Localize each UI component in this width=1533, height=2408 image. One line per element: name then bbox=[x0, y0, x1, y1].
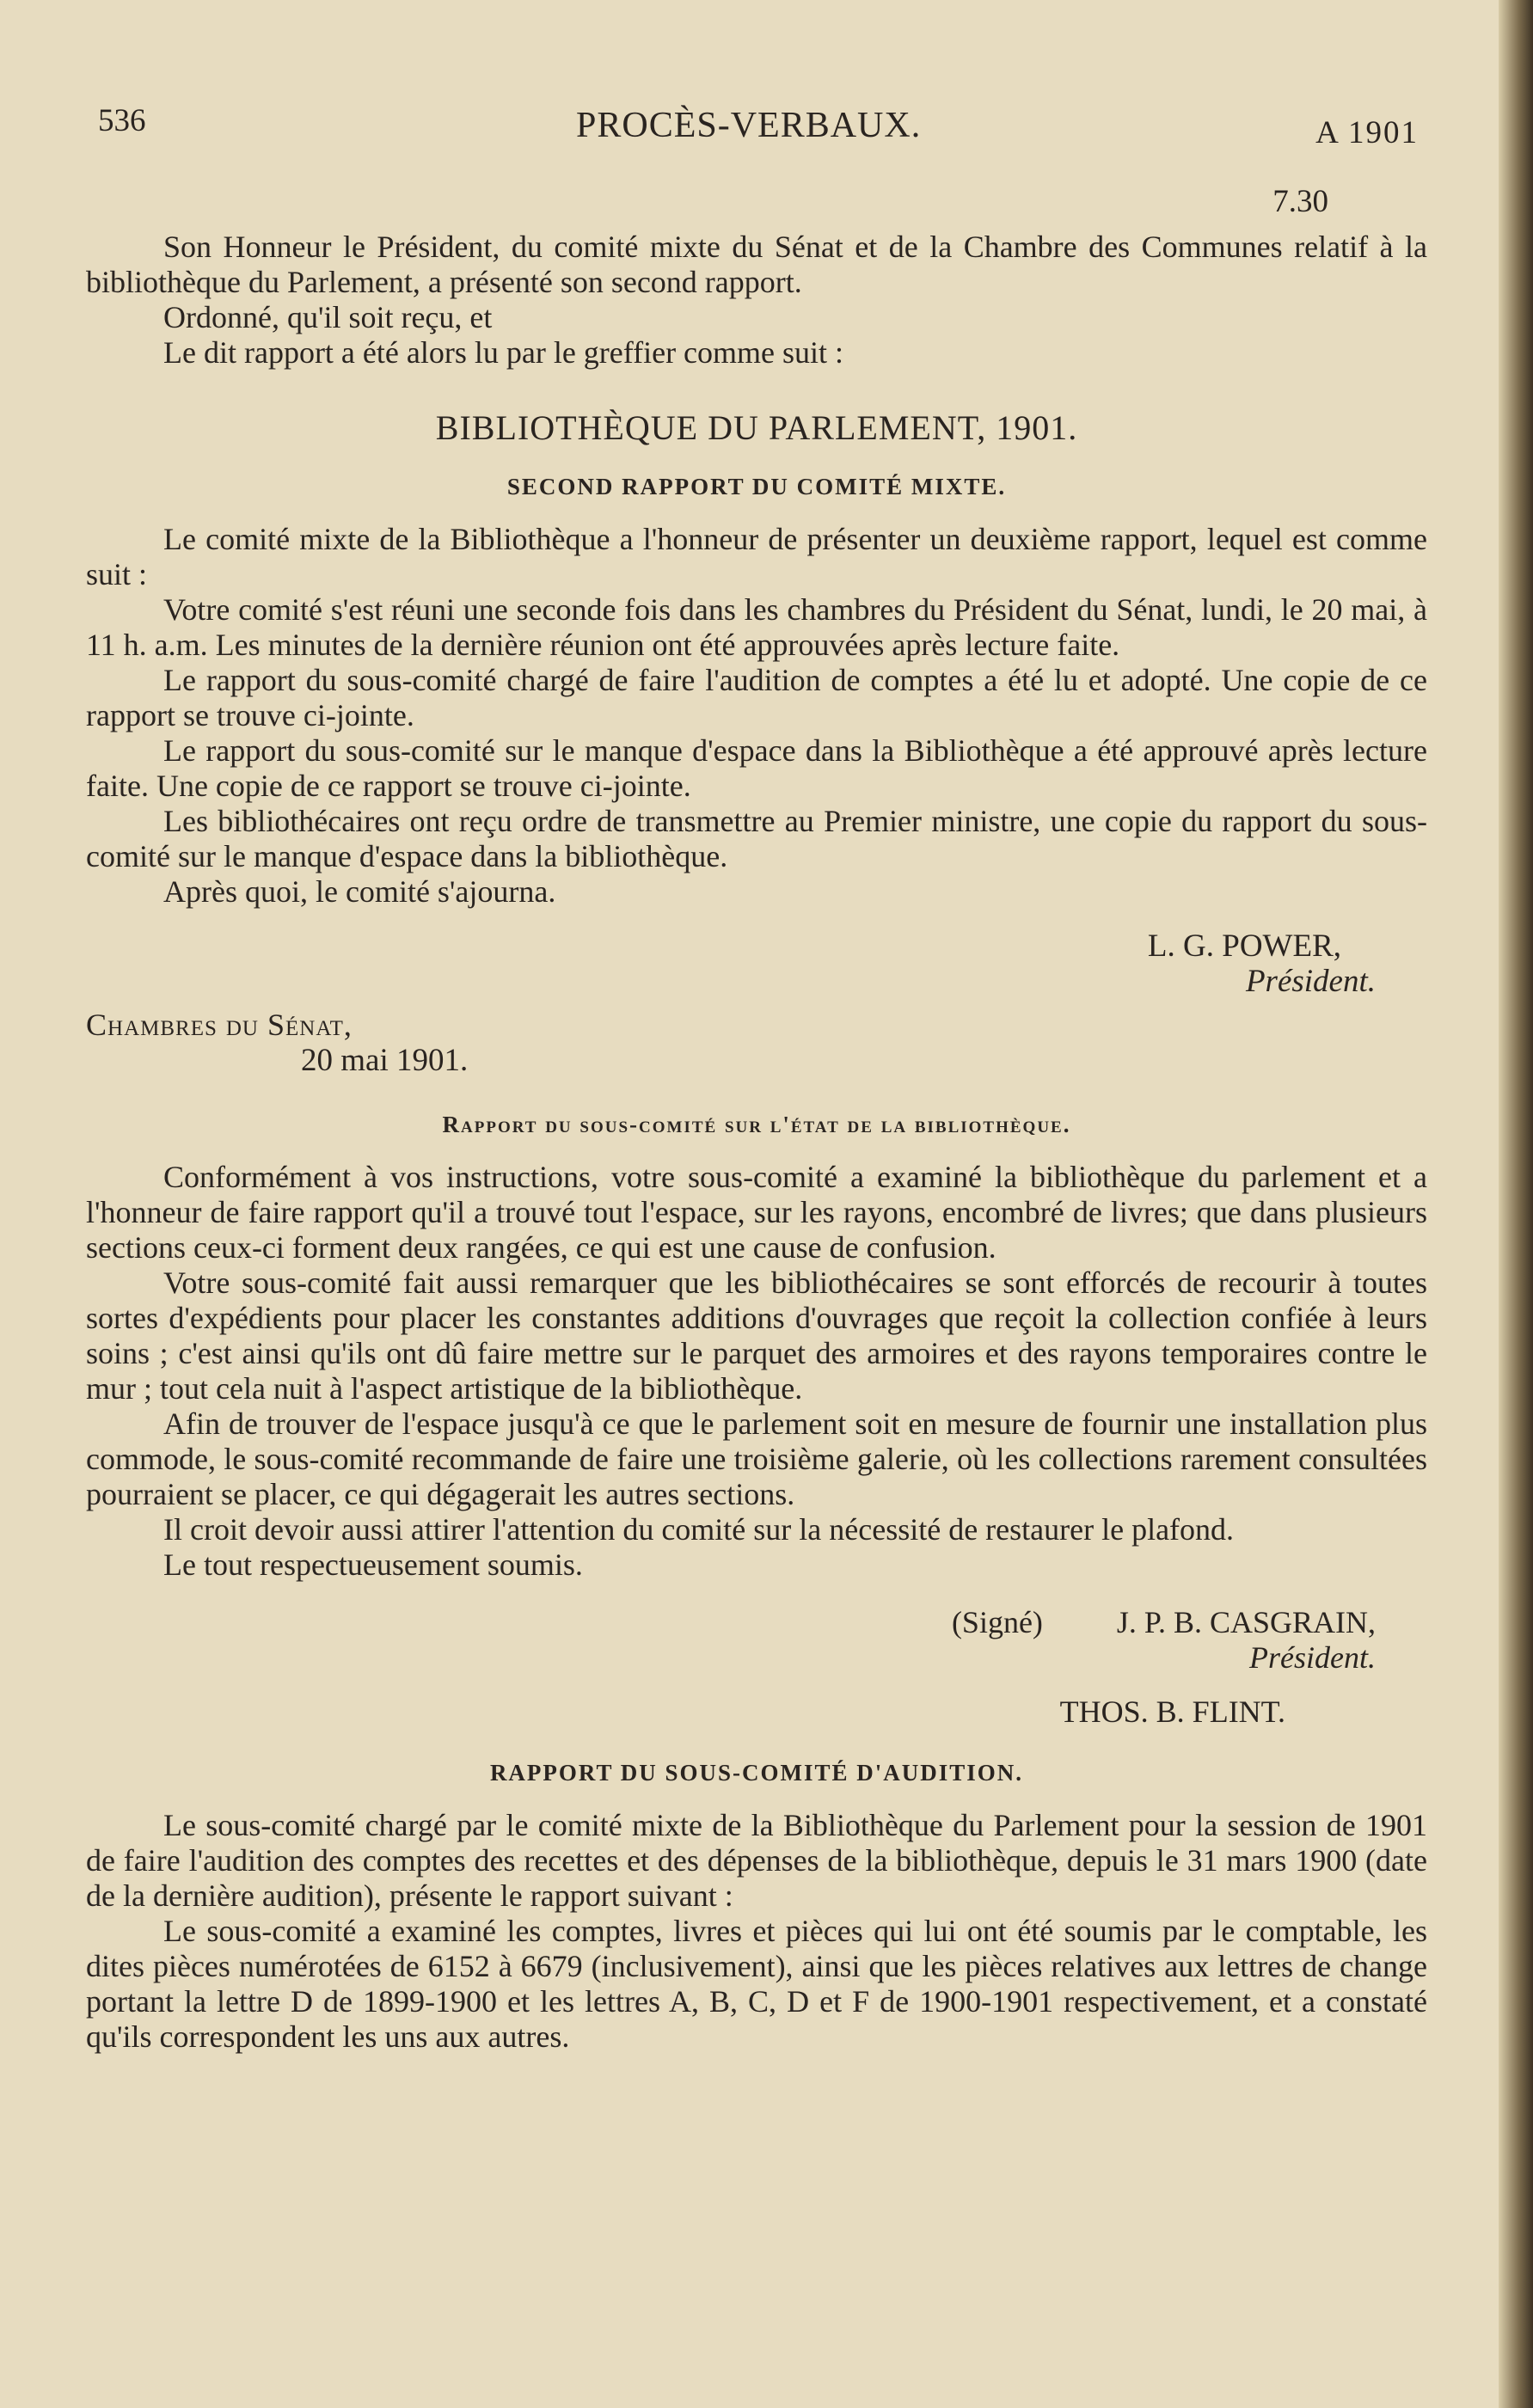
signer-name: L. G. POWER, bbox=[1147, 928, 1341, 964]
page-header bbox=[86, 86, 1427, 150]
report-paragraph: Le rapport du sous-comité chargé de faire l'audition de comptes a été lu et adopté. Une copie de ce rapport se trouve ci-jointe. bbox=[86, 663, 1427, 732]
report-paragraph: Les bibliothécaires ont reçu ordre de transmettre au Premier ministre, une copie du rapport du sous-comité sur le manque d'espace dans la bibliothèque. bbox=[86, 804, 1427, 873]
report-library-committee bbox=[86, 410, 1427, 1078]
report-paragraph: Le rapport du sous-comité sur le manque d'espace dans la Bibliothèque a été approuvé après lecture faite. Une copie de ce rapport se trouve ci-jointe. bbox=[86, 733, 1427, 803]
report-paragraph: Après quoi, le comité s'ajourna. bbox=[163, 874, 556, 909]
place-name: Chambres du Sénat, bbox=[86, 1008, 353, 1042]
report-paragraph: Le sous-comité chargé par le comité mixte de la Bibliothèque du Parlement pour la session de 1901 de faire l'audition des comptes des recettes et des dépenses de la bibliothèque, depuis le 31 mars 1900 (date de la dernière audition), présente le rapport suivant : bbox=[86, 1808, 1427, 1913]
signer-role: Président. bbox=[1249, 1640, 1376, 1675]
report-paragraph: Le comité mixte de la Bibliothèque a l'honneur de présenter un deuxième rapport, lequel est comme suit : bbox=[86, 522, 1427, 591]
signed-label: (Signé) bbox=[951, 1605, 1043, 1639]
running-title: PROCÈS-VERBAUX. bbox=[576, 106, 922, 145]
intro-paragraph: Ordonné, qu'il soit reçu, et bbox=[163, 300, 493, 334]
intro-paragraph: Son Honneur le Président, du comité mixte du Sénat et de la Chambre des Communes relatif à la bibliothèque du Parlement, a présenté son second rapport. bbox=[86, 230, 1427, 299]
page-number: 536 bbox=[98, 103, 146, 138]
report-subtitle: SECOND RAPPORT DU COMITÉ MIXTE. bbox=[506, 474, 1007, 499]
report-library-state bbox=[86, 1107, 1427, 1730]
intro-section bbox=[86, 230, 1427, 371]
page-binding-edge bbox=[1499, 0, 1533, 2408]
report-paragraph: Il croit devoir aussi attirer l'attention du comité sur la nécessité de restaurer le plafond. bbox=[163, 1512, 1235, 1547]
signature-row bbox=[86, 1605, 1427, 1640]
intro-paragraph: Le dit rapport a été alors lu par le greffier comme suit : bbox=[163, 335, 844, 370]
signer-role: Président. bbox=[1245, 964, 1376, 999]
report-paragraph: Conformément à vos instructions, votre sous-comité a examiné la bibliothèque du parlement et a l'honneur de faire rapport qu'il a trouvé tout l'espace, sur les rayons, encombré de livres; que dans plusieurs sections ceux-ci forment deux rangées, ce qui est une cause de confusion. bbox=[86, 1160, 1427, 1265]
second-signer-name: THOS. B. FLINT. bbox=[1059, 1694, 1285, 1729]
report-audit bbox=[86, 1755, 1427, 2055]
report-subtitle: RAPPORT DU SOUS-COMITÉ D'AUDITION. bbox=[489, 1760, 1024, 1786]
report-date: 20 mai 1901. bbox=[301, 1043, 469, 1078]
report-paragraph: Le sous-comité a examiné les comptes, livres et pièces qui lui ont été soumis par le comptable, les dites pièces numérotées de 6152 à 6679 (inclusivement), ainsi que les pièces relatives aux lettres de change portant la lettre D de 1899-1900 et les lettres A, B, C, D et F de 1900-1901 respectivement, et a constaté qu'ils correspondent les uns aux autres. bbox=[86, 1914, 1427, 2054]
report-title: BIBLIOTHÈQUE DU PARLEMENT, 1901. bbox=[435, 408, 1078, 447]
place-date bbox=[86, 1008, 1427, 1078]
signer-name: J. P. B. CASGRAIN, bbox=[1116, 1605, 1376, 1639]
report-paragraph: Afin de trouver de l'espace jusqu'à ce que le parlement soit en mesure de fournir une installation plus commode, le sous-comité recommande de faire une troisième galerie, où les collections rarement consultées pourraient se placer, ce qui dégagerait les autres sections. bbox=[86, 1406, 1427, 1511]
document-page bbox=[86, 86, 1427, 2364]
report-paragraph: Votre comité s'est réuni une seconde fois dans les chambres du Président du Sénat, lundi, le 20 mai, à 11 h. a.m. Les minutes de la dernière réunion ont été approuvées après lecture faite. bbox=[86, 592, 1427, 662]
report-paragraph: Votre sous-comité fait aussi remarquer que les bibliothécaires se sont efforcés de recourir à toutes sortes d'expédients pour placer les constantes additions d'ouvrages que reçoit la collection confiée à leurs soins ; c'est ainsi qu'ils ont dû faire mettre sur le parquet des armoires et des rayons temporaires contre le mur ; tout cela nuit à l'aspect artistique de la bibliothèque. bbox=[86, 1265, 1427, 1406]
year-tag: A 1901 bbox=[1315, 115, 1419, 150]
time-mark: 7.30 bbox=[1272, 184, 1328, 219]
report-subtitle: Rapport du sous-comité sur l'état de la bibliothèque. bbox=[442, 1112, 1071, 1137]
report-paragraph: Le tout respectueusement soumis. bbox=[163, 1547, 583, 1582]
